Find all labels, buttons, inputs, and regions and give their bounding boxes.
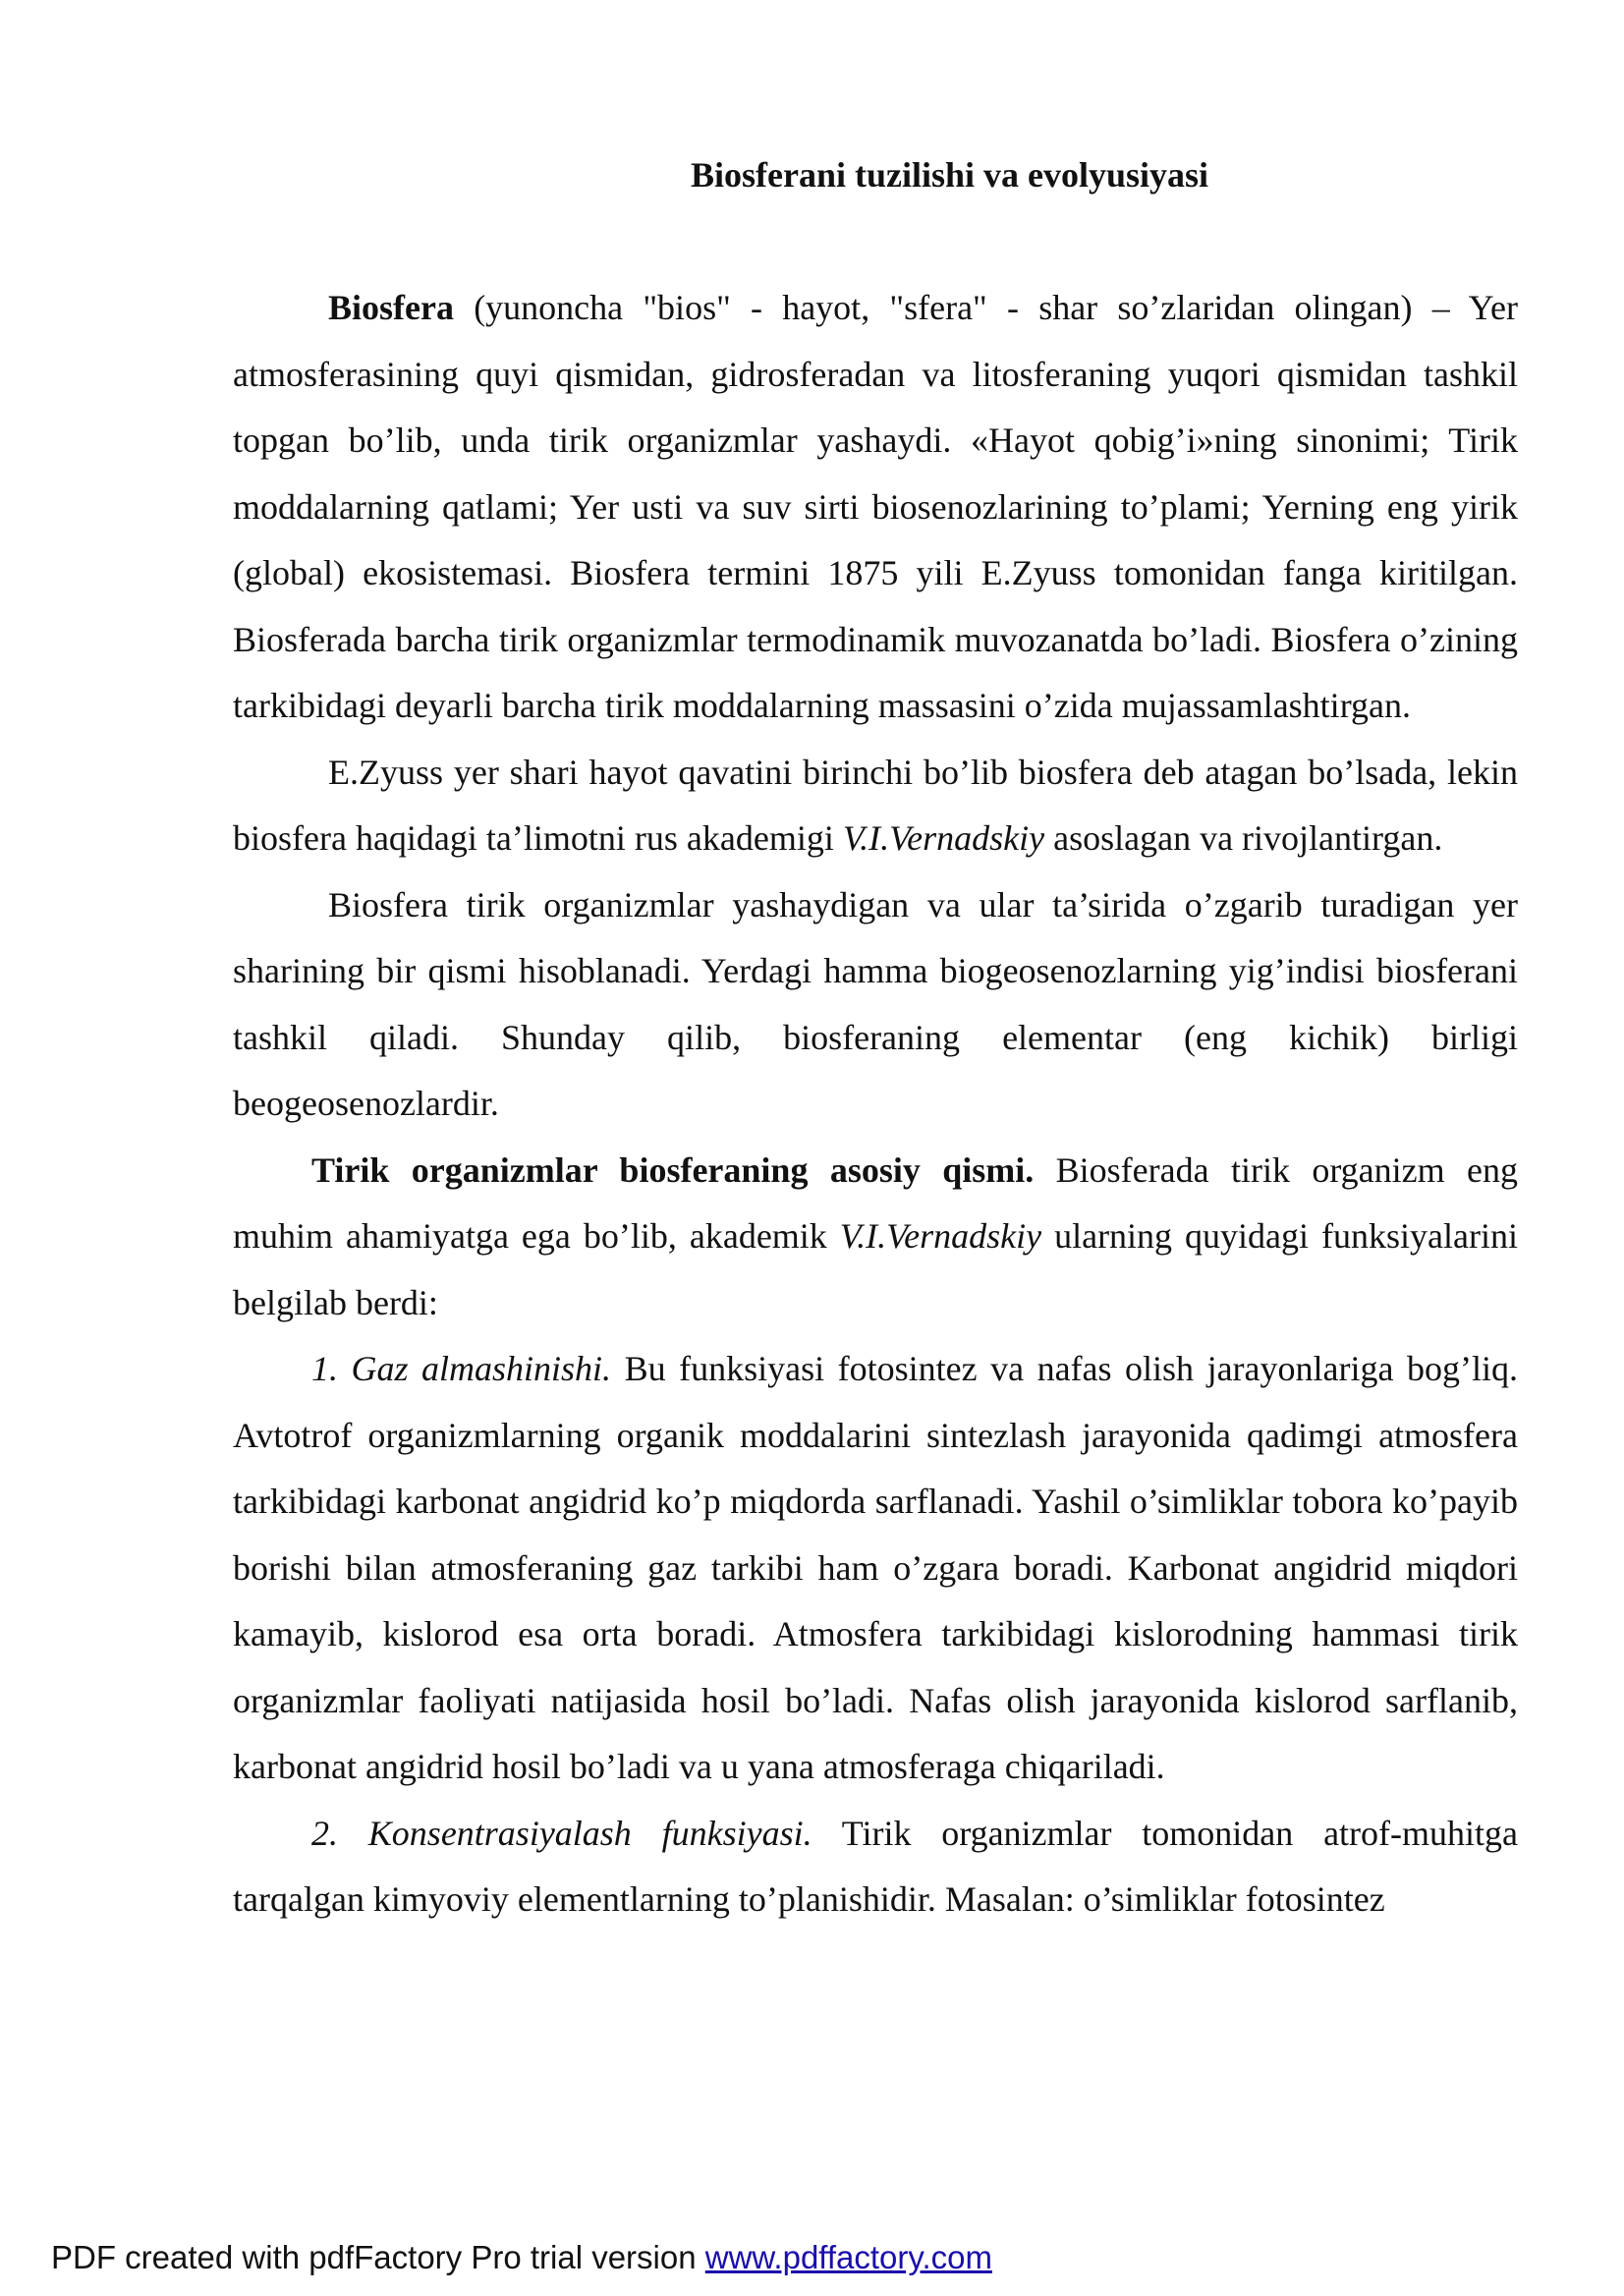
paragraph-biosfera-definition [233, 275, 1518, 740]
footer-text: PDF created with pdfFactory Pro trial version [51, 2239, 705, 2275]
paragraph-text: (yunoncha "bios" - hayot, "sfera" - shar so’zlaridan olingan) – Yer atmosferasining quyi qismidan, gidrosferadan va litosferaning yuqori qismidan tashkil topgan bo’lib, unda tirik organizmlar yashaydi. «Hayot qobig’i»ning sinonimi; Tirik moddalarning qatlami; Yer usti va suv sirti biosenozlarining to’plami; Yerning eng yirik (global) ekosistemasi. Biosfera termini 1875 yili E.Zyuss tomonidan fanga kiritilgan. Biosferada barcha tirik organizmlar termodinamik muvozanatda bo’ladi. Biosfera o’zining tarkibidagi deyarli barcha tirik moddalarning massasini o’zida mujassamlashtirgan. [233, 288, 1518, 725]
paragraph-gas-exchange [233, 1336, 1518, 1801]
italic-name: V.I.Vernadskiy [839, 1216, 1042, 1256]
paragraph-text: Bu funksiyasi fotosintez va nafas olish jarayonlariga bog’liq. Avtotrof organizmlarning organik moddalarini sintezlash jarayonida qadimgi atmosfera tarkibidagi karbonat angidrid ko’p miqdorda sarflanadi. Yashil o’simliklar tobora ko’payib borishi bilan atmosferaning gaz tarkibi ham o’zgara boradi. Karbonat angidrid miqdori kamayib, kislorod esa orta boradi. Atmosfera tarkibidagi kislorodning hammasi tirik organizmlar faoliyati natijasida hosil bo’ladi. Nafas olish jarayonida kislorod sarflanib, karbonat angidrid hosil bo’ladi va u yana atmosferaga chiqariladi. [233, 1349, 1518, 1786]
paragraph-text: Biosferada tirik organizm eng muhim ahamiyatga ega bo’lib, akademik [233, 1149, 1518, 1256]
paragraph-organisms-main-part [233, 1138, 1518, 1337]
bold-term: Biosfera [328, 288, 454, 327]
paragraph-biosfera-part [233, 872, 1518, 1138]
italic-item-heading: 2. Konsentrasiyalash funksiyasi. [311, 1813, 812, 1853]
paragraph-text: asoslagan va rivojlantirgan. [1044, 818, 1443, 858]
paragraph-text: Tirik organizmlar tomonidan atrof-muhitga tarqalgan kimyoviy elementlarning to’planishidir. Masalan: o’simliklar fotosintez [233, 1813, 1519, 1919]
bold-heading: Tirik organizmlar biosferaning asosiy qismi. [311, 1149, 1035, 1190]
document-body [233, 275, 1518, 1933]
paragraph-text: ularning quyidagi funksiyalarini belgilab berdi: [233, 1216, 1518, 1322]
paragraph-zyuss-vernadskiy [233, 740, 1518, 872]
paragraph-concentration [233, 1801, 1518, 1933]
pdf-footer [51, 2236, 992, 2279]
paragraph-text: E.Zyuss yer shari hayot qavatini birinchi bo’lib biosfera deb atagan bo’lsada, lekin biosfera haqidagi ta’limotni rus akademigi [233, 752, 1518, 858]
document-title: Biosferani tuzilishi va evolyusiyasi [690, 155, 1209, 195]
italic-item-heading: 1. Gaz almashinishi. [311, 1349, 612, 1388]
footer-link[interactable]: www.pdffactory.com [704, 2239, 992, 2275]
paragraph-text: Biosfera tirik organizmlar yashaydigan va ular ta’sirida o’zgarib turadigan yer sharining bir qismi hisoblanadi. Yerdagi hamma biogeosenozlarning yig’indisi biosferani tashkil qiladi. Shunday qilib, biosferaning elementar (eng kichik) birligi beogeosenozlardir. [233, 884, 1518, 1123]
italic-name: V.I.Vernadskiy [842, 818, 1045, 858]
